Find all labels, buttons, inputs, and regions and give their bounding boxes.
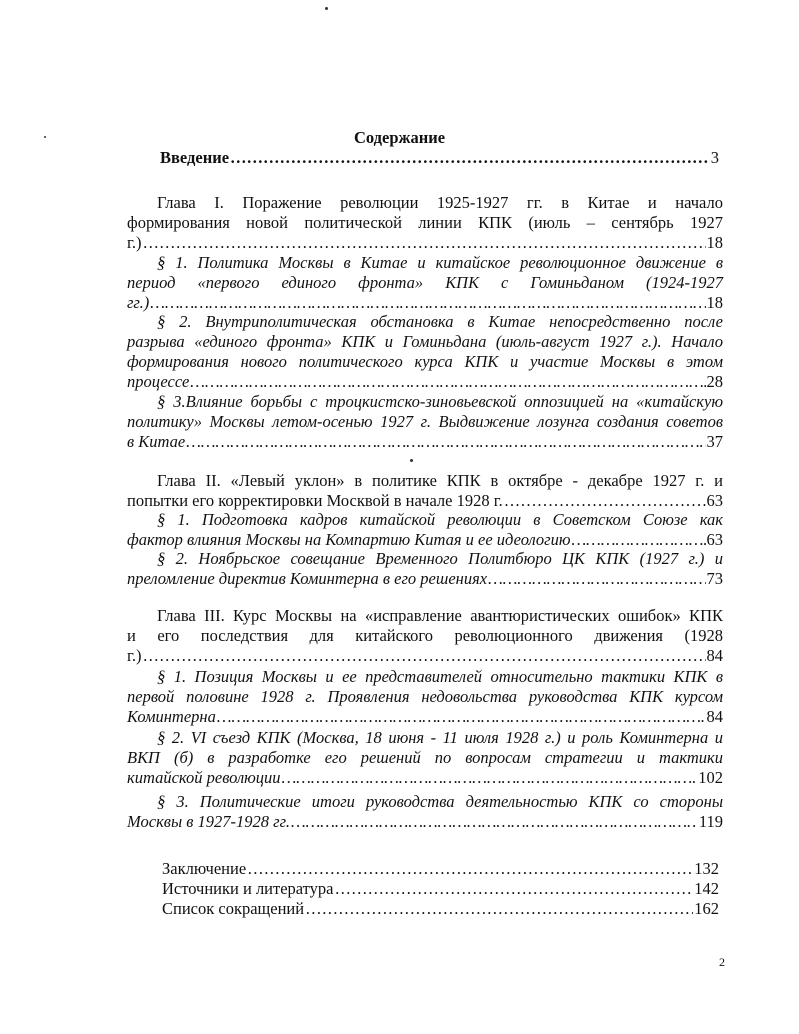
toc-label: гг.) xyxy=(127,293,150,312)
leader-dots xyxy=(190,372,705,392)
toc-text-line: политику» Москвы летом-осенью 1927 г. Выдвижение лозунга создания советов xyxy=(127,412,723,431)
toc-text-line: § 1. Политика Москвы в Китае и китайское революционное движение в xyxy=(157,253,723,272)
leader-dots xyxy=(282,768,698,788)
toc-entry-section-2-2 xyxy=(127,549,723,589)
leader-dots xyxy=(230,148,710,168)
toc-page: 3 xyxy=(710,148,719,167)
toc-label: Список сокращений xyxy=(162,899,305,918)
leader-dots xyxy=(143,233,706,253)
leader-dots xyxy=(488,569,705,589)
toc-page: 28 xyxy=(706,372,723,391)
toc-page: 73 xyxy=(706,569,723,588)
toc-page: 132 xyxy=(694,859,719,878)
toc-entry-chapter-1 xyxy=(127,193,723,253)
toc-label: попытки его корректировки Москвой в начале 1928 г. xyxy=(127,491,503,510)
toc-entry-section-1-3 xyxy=(127,392,723,452)
toc-entry-conclusion xyxy=(162,859,719,879)
toc-entry-section-3-2 xyxy=(127,728,723,788)
leader-dots xyxy=(504,491,706,511)
toc-entry-section-2-1 xyxy=(127,510,723,550)
toc-text-line: разрыва «единого фронта» КПК и Гоминьдана (июль-август 1927 г.). Начало xyxy=(127,332,723,351)
toc-label: г.) xyxy=(127,233,142,252)
toc-page: 119 xyxy=(698,812,723,831)
toc-text-line: ВКП (б) в разработке его решений по вопросам стратегии и тактики xyxy=(127,748,723,767)
toc-entry-section-1-2 xyxy=(127,312,723,392)
toc-page: 63 xyxy=(706,491,723,510)
toc-text-line: формирования нового политического курса КПК и участие Москвы в этом xyxy=(127,352,723,371)
toc-page: 18 xyxy=(706,293,723,312)
toc-text-line: § 2. Ноябрьское совещание Временного Политбюро ЦК КПК (1927 г.) и xyxy=(157,549,723,568)
page-number: 2 xyxy=(719,955,725,969)
toc-label: Москвы в 1927-1928 гг. xyxy=(127,812,290,831)
leader-dots xyxy=(291,812,698,832)
toc-text-line: Глава I. Поражение революции 1925-1927 гг. в Китае и начало xyxy=(157,193,723,212)
toc-label: китайской революции xyxy=(127,768,281,787)
toc-text-line: Глава II. «Левый уклон» в политике КПК в октябре - декабре 1927 г. и xyxy=(157,471,723,490)
page-title: Содержание xyxy=(353,128,446,147)
leader-dots xyxy=(143,646,706,666)
leader-dots xyxy=(150,293,705,313)
toc-entry-abbreviations xyxy=(162,899,719,919)
toc-label: Заключение xyxy=(162,859,247,878)
toc-text-line: первой половине 1928 г. Проявления недовольства руководства КПК курсом xyxy=(127,687,723,706)
toc-entry-chapter-2 xyxy=(127,471,723,511)
toc-page: 102 xyxy=(698,768,723,787)
toc-text-line: формирования новой политической линии КПК (июль – сентябрь 1927 xyxy=(127,213,723,232)
toc-text-line: Глава III. Курс Москвы на «исправление авантюристических ошибок» КПК xyxy=(157,606,723,625)
toc-page: 18 xyxy=(706,233,723,252)
toc-label: фактор влияния Москвы на Компартию Китая и ее идеологию xyxy=(127,530,571,549)
toc-text-line: § 1. Позиция Москвы и ее представителей относительно тактики КПК в xyxy=(157,667,723,686)
leader-dots xyxy=(247,859,693,879)
toc-page: 63 xyxy=(706,530,723,549)
toc-text-line: § 3. Политические итоги руководства деятельностью КПК со стороны xyxy=(157,792,723,811)
toc-page: 37 xyxy=(706,432,723,451)
toc-entry-chapter-3 xyxy=(127,606,723,666)
toc-entry-sources xyxy=(162,879,719,899)
toc-page: 162 xyxy=(694,899,719,918)
toc-label: Коминтерна xyxy=(127,707,216,726)
toc-label: Введение xyxy=(160,148,230,167)
scan-speck xyxy=(325,7,328,10)
toc-label: в Китае xyxy=(127,432,186,451)
toc-label: Источники и литература xyxy=(162,879,334,898)
toc-label: процессе xyxy=(127,372,190,391)
toc-entry-intro xyxy=(160,148,719,168)
leader-dots xyxy=(335,879,694,899)
toc-entry-section-1-1 xyxy=(127,253,723,313)
leader-dots xyxy=(217,707,706,727)
toc-page: 84 xyxy=(706,707,723,726)
toc-page: 142 xyxy=(694,879,719,898)
toc-entry-section-3-3 xyxy=(127,792,723,832)
toc-label: преломление директив Коминтерна в его решениях xyxy=(127,569,488,588)
toc-text-line: § 3.Влияние борьбы с троцкистско-зиновьевской оппозицией на «китайскую xyxy=(157,392,723,411)
toc-page: 84 xyxy=(706,646,723,665)
toc-entry-section-3-1 xyxy=(127,667,723,727)
toc-text-line: период «первого единого фронта» КПК с Гоминьданом (1924-1927 xyxy=(127,273,723,292)
toc-text-line: § 2. Внутриполитическая обстановка в Китае непосредственно после xyxy=(157,312,723,331)
leader-dots xyxy=(186,432,705,452)
toc-text-line: и его последствия для китайского революционного движения (1928 xyxy=(127,626,723,645)
toc-text-line: § 1. Подготовка кадров китайской революции в Советском Союзе как xyxy=(157,510,723,529)
leader-dots xyxy=(305,899,693,919)
leader-dots xyxy=(572,530,706,550)
toc-label: г.) xyxy=(127,646,142,665)
toc-text-line: § 2. VI съезд КПК (Москва, 18 июня - 11 июля 1928 г.) и роль Коминтерна и xyxy=(157,728,723,747)
scan-speck xyxy=(410,459,413,462)
